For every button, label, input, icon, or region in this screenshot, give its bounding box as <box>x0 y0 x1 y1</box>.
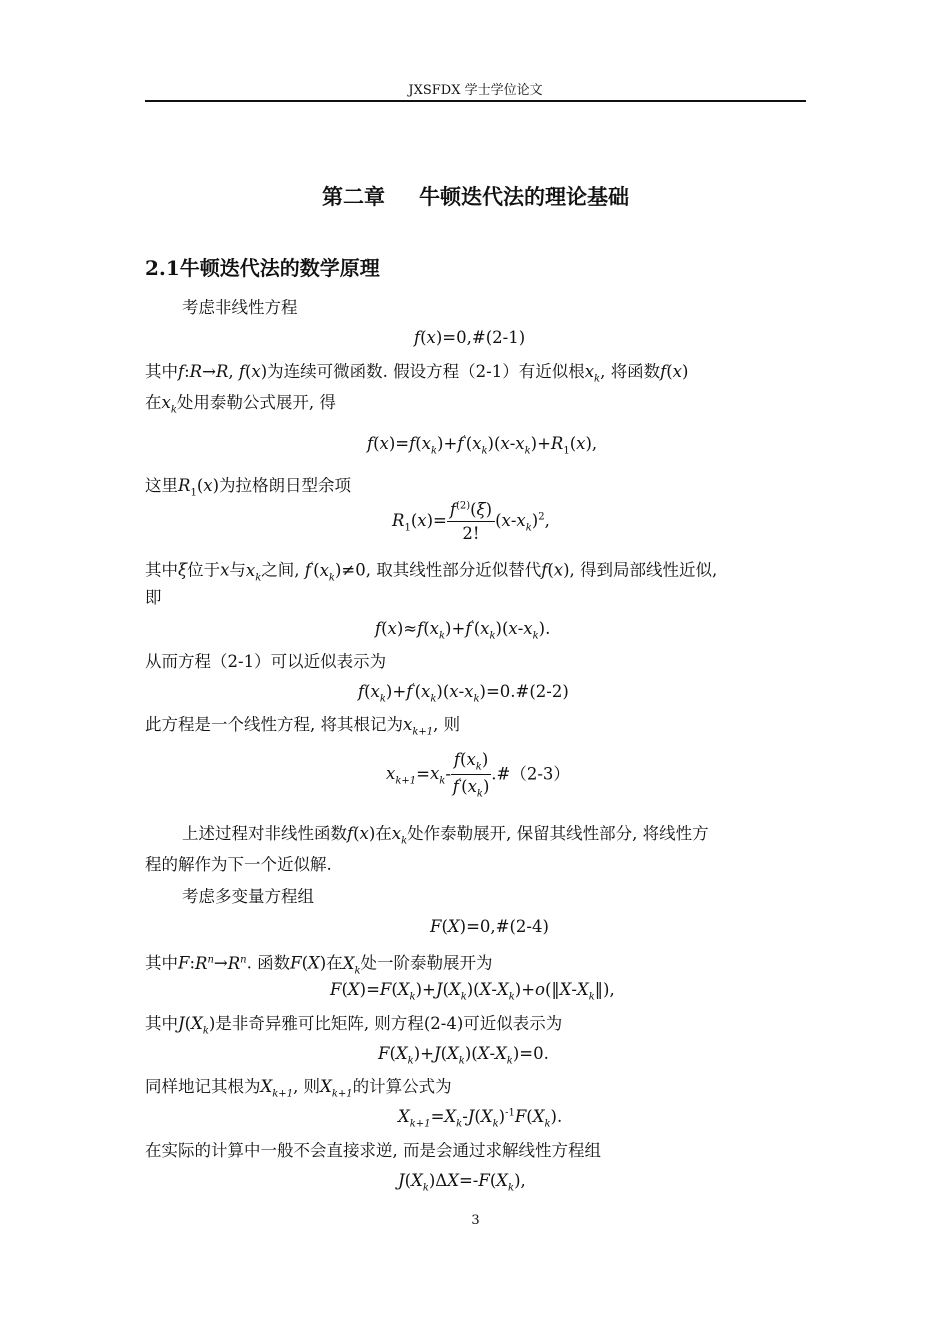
paragraph: 程的解作为下一个近似解. <box>145 855 332 874</box>
equation-multivar-linear: $F(X_k)+J(X_k)(X-X_k)=0$. <box>378 1044 549 1067</box>
chapter-number: 第二章 <box>322 184 385 209</box>
paragraph: 在实际的计算中一般不会直接求逆, 而是会通过求解线性方程组 <box>145 1141 601 1160</box>
equation-2-2: $f(x_k)+f'(x_k)(x-x_k)=0.\#(2-2)$ <box>358 682 569 705</box>
paragraph: 此方程是一个线性方程, 将其根记为$x_{k+1}$, 则 <box>145 715 461 738</box>
paragraph: 上述过程对非线性函数f(x)在$x_k$处作泰勒展开, 保留其线性部分, 将线性方 <box>182 824 709 847</box>
equation-multivar-taylor: $F(X)=F(X_k)+J(X_k)(X-X_k)+o(‖X-X_k‖)$, <box>330 980 615 1003</box>
running-header: JXSFDX 学士学位论文 <box>408 83 543 98</box>
paragraph: 在$x_k$处用泰勒公式展开, 得 <box>145 393 336 416</box>
equation-linear-approx: $f(x)\approx f(x_k)+f'(x_k)(x-x_k)$. <box>375 619 551 642</box>
paragraph: 其中f:R→R, f(x)为连续可微函数. 假设方程（2-1）有近似根$x_k$, 将函数f(x) <box>145 362 689 385</box>
equation-2-3: $x_{k+1}=x_k-$ $\frac{f(x_k)}{f'(x_k)}$ .#（2-3） <box>386 750 570 800</box>
equation-2-4: F(X)=0,#(2-4) <box>430 917 549 936</box>
chapter-title: 牛顿迭代法的理论基础 <box>419 184 629 209</box>
paragraph: 从而方程（2-1）可以近似表示为 <box>145 652 387 671</box>
equation-linear-system: $J(X_k)\Delta X=-F(X_k)$, <box>398 1171 526 1194</box>
paragraph: 考虑多变量方程组 <box>182 887 314 906</box>
header-rule <box>145 100 806 102</box>
chapter-heading <box>145 181 806 211</box>
equation-2-1: f(x)=0,#(2-1) <box>414 328 526 347</box>
section-heading: 2.1牛顿迭代法的数学原理 <box>145 256 380 280</box>
equation-taylor: $f(x)=f(x_k)+f'(x_k)(x-x_k)+R_1(x)$, <box>367 434 598 457</box>
page-number: 3 <box>471 1213 480 1228</box>
paragraph: 考虑非线性方程 <box>182 298 298 317</box>
paragraph: 这里$R_1(x)$为拉格朗日型余项 <box>145 476 351 499</box>
paragraph: 同样地记其根为$X_{k+1}$, 则$X_{k+1}$的计算公式为 <box>145 1077 452 1100</box>
paragraph: 其中ξ位于x与$x_k$之间, $f'(x_k)\ne 0$, 取其线性部分近似替代f(x), 得到局部线性近似, <box>145 560 718 583</box>
paragraph: 其中$F:R^n\to R^n$. 函数F(X)在$X_k$处一阶泰勒展开为 <box>145 953 493 976</box>
paragraph: 即 <box>145 588 162 607</box>
paragraph: 其中$J(X_k)$是非奇异雅可比矩阵, 则方程(2-4)可近似表示为 <box>145 1014 563 1037</box>
equation-remainder: $R_1(x)=$ $\frac{f^{(2)}(\xi)}{2!}$ $(x-x_k)^2$, <box>392 500 550 543</box>
equation-newton-multivar: $X_{k+1}=X_k-J(X_k)^{-1}F(X_k)$. <box>398 1107 563 1130</box>
